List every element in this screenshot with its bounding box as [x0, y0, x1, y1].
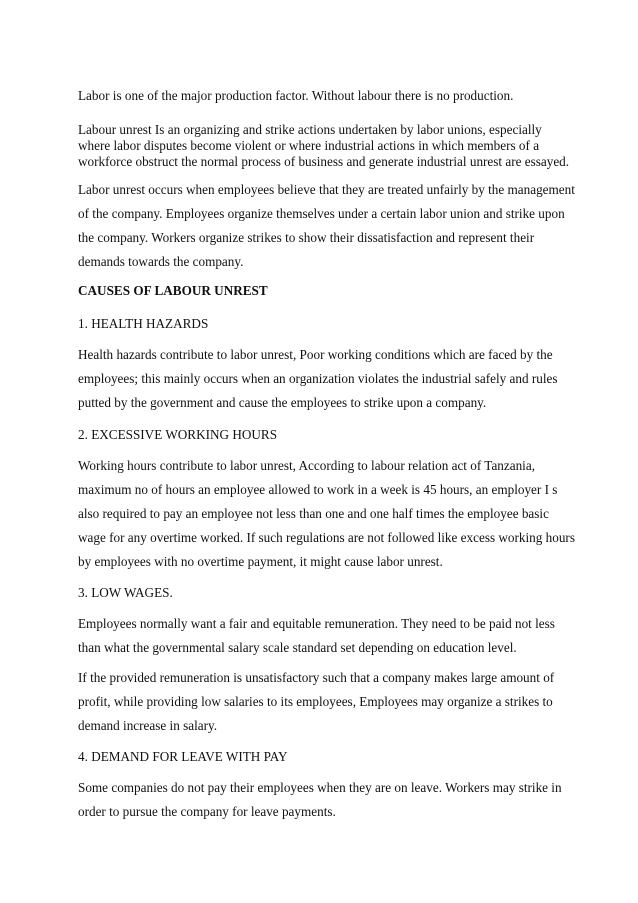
cause-2-line: by employees with no overtime payment, it might cause labor unrest.	[78, 554, 443, 569]
cause-1-line: employees; this mainly occurs when an organization violates the industrial safely and rules	[78, 371, 558, 386]
cause-2-line: wage for any overtime worked. If such regulations are not followed like excess working hours	[78, 530, 575, 545]
occurrence-line: the company. Workers organize strikes to show their dissatisfaction and represent their	[78, 230, 535, 245]
cause-1-heading: 1. HEALTH HAZARDS	[78, 316, 209, 331]
cause-2-line: maximum no of hours an employee allowed to work in a week is 45 hours, an employer I s	[78, 482, 558, 497]
cause-4-line: order to pursue the company for leave payments.	[78, 804, 336, 819]
cause-2-line: Working hours contribute to labor unrest, According to labour relation act of Tanzania,	[78, 458, 536, 473]
cause-4-heading: 4. DEMAND FOR LEAVE WITH PAY	[78, 749, 288, 764]
cause-3-line: If the provided remuneration is unsatisfactory such that a company makes large amount of	[78, 670, 555, 685]
causes-heading: CAUSES OF LABOUR UNREST	[78, 283, 268, 298]
definition-line: Labour unrest Is an organizing and strike actions undertaken by labor unions, especially	[78, 122, 542, 137]
occurrence-line: Labor unrest occurs when employees believe that they are treated unfairly by the management	[78, 182, 575, 197]
cause-2-heading: 2. EXCESSIVE WORKING HOURS	[78, 427, 278, 442]
intro-paragraph: Labor is one of the major production factor. Without labour there is no production.	[78, 88, 514, 103]
cause-3-line: Employees normally want a fair and equitable remuneration. They need to be paid not less	[78, 616, 555, 631]
cause-3-heading: 3. LOW WAGES.	[78, 585, 173, 600]
cause-2-line: also required to pay an employee not less than one and one half times the employee basic	[78, 506, 549, 521]
occurrence-line: of the company. Employees organize themselves under a certain labor union and strike upon	[78, 206, 565, 221]
definition-line: where labor disputes become violent or where industrial actions in which members of a	[78, 138, 540, 153]
cause-3-line: demand increase in salary.	[78, 718, 218, 733]
occurrence-line: demands towards the company.	[78, 254, 244, 269]
cause-3-line: than what the governmental salary scale standard set depending on education level.	[78, 640, 517, 655]
definition-line: workforce obstruct the normal process of business and generate industrial unrest are essayed.	[78, 154, 570, 169]
cause-1-line: putted by the government and cause the employees to strike upon a company.	[78, 395, 487, 410]
cause-1-line: Health hazards contribute to labor unrest, Poor working conditions which are faced by the	[78, 347, 553, 362]
cause-4-line: Some companies do not pay their employees when they are on leave. Workers may strike in	[78, 780, 562, 795]
cause-3-line: profit, while providing low salaries to its employees, Employees may organize a strikes to	[78, 694, 553, 709]
